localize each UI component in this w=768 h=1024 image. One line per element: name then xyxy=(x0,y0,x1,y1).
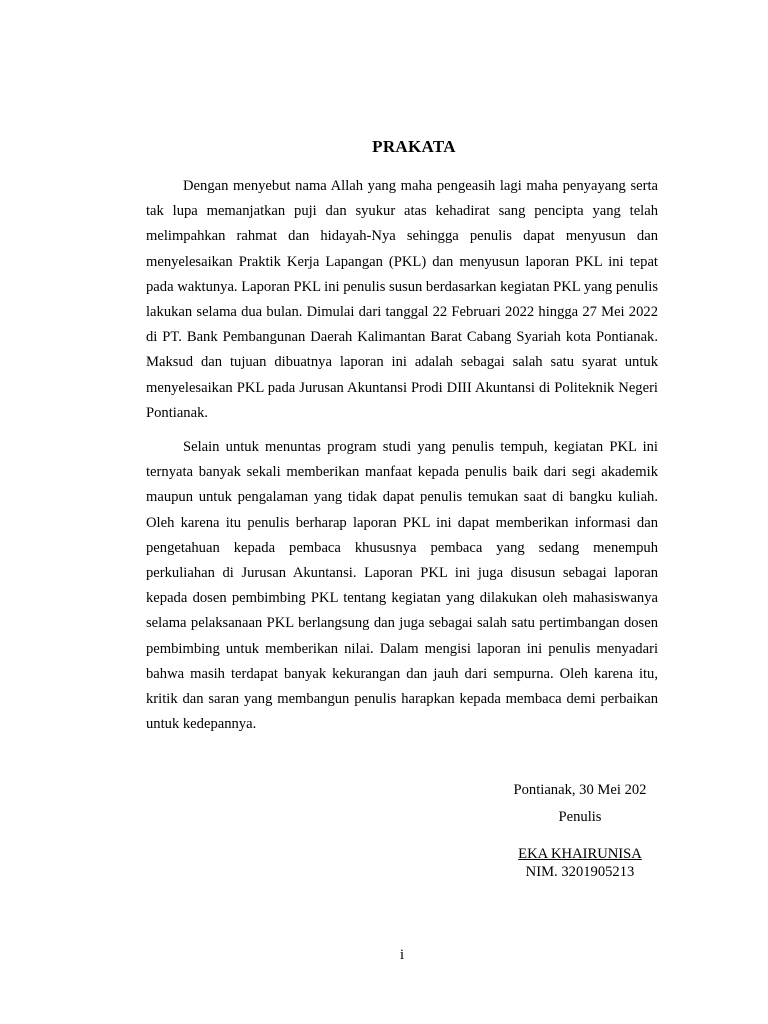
paragraph-1: Dengan menyebut nama Allah yang maha pengeasih lagi maha penyayang serta tak lupa memanjatkan puji dan syukur atas kehadirat sang pencipta yang telah melimpahkan rahmat dan hidayah-Nya sehingga penulis dapat menyusun dan menyelesaikan Praktik Kerja Lapangan (PKL) dan menyusun laporan PKL ini tepat pada waktunya. Laporan PKL ini penulis susun berdasarkan kegiatan PKL yang penulis lakukan selama dua bulan. Dimulai dari tanggal 22 Februari 2022 hingga 27 Mei 2022 di PT. Bank Pembangunan Daerah Kalimantan Barat Cabang Syariah kota Pontianak. Maksud dan tujuan dibuatnya laporan ini adalah sebagai salah satu syarat untuk menyelesaikan PKL pada Jurusan Akuntansi Prodi DIII Akuntansi di Politeknik Negeri Pontianak. xyxy=(146,178,659,421)
paragraph-2: Selain untuk menuntas program studi yang penulis tempuh, kegiatan PKL ini ternyata banyak sekali memberikan manfaat kepada penulis baik dari segi akademik maupun untuk pengalaman yang tidak dapat penulis temukan saat di bangku kuliah. Oleh karena itu penulis berharap laporan PKL ini dapat memberikan informasi dan pengetahuan kepada pembaca khususnya pembaca yang sedang menempuh perkuliahan di Jurusan Akuntansi. Laporan PKL ini juga disusun sebagai laporan kepada dosen pembimbing PKL tentang kegiatan yang dilakukan oleh mahasiswanya selama pelaksanaan PKL berlangsung dan juga sebagai salah satu pertimbangan dosen pembimbing untuk memberikan nilai. Dalam mengisi laporan ini penulis menyadari bahwa masih terdapat banyak kekurangan dan jauh dari sempurna. Oleh karena itu, kritik dan saran yang membangun penulis harapkan kepada membaca demi perbaikan untuk kedepannya. xyxy=(146,439,658,733)
signature-block xyxy=(490,780,670,881)
signature-nim: NIM. 3201905213 xyxy=(525,864,635,880)
page-number: i xyxy=(399,947,405,963)
signature-name: EKA KHAIRUNISA xyxy=(518,846,642,862)
page-title: PRAKATA xyxy=(372,137,456,156)
body-text xyxy=(146,174,658,737)
signature-role: Penulis xyxy=(558,809,602,825)
signature-place-date: Pontianak, 30 Mei 202 xyxy=(513,782,647,798)
